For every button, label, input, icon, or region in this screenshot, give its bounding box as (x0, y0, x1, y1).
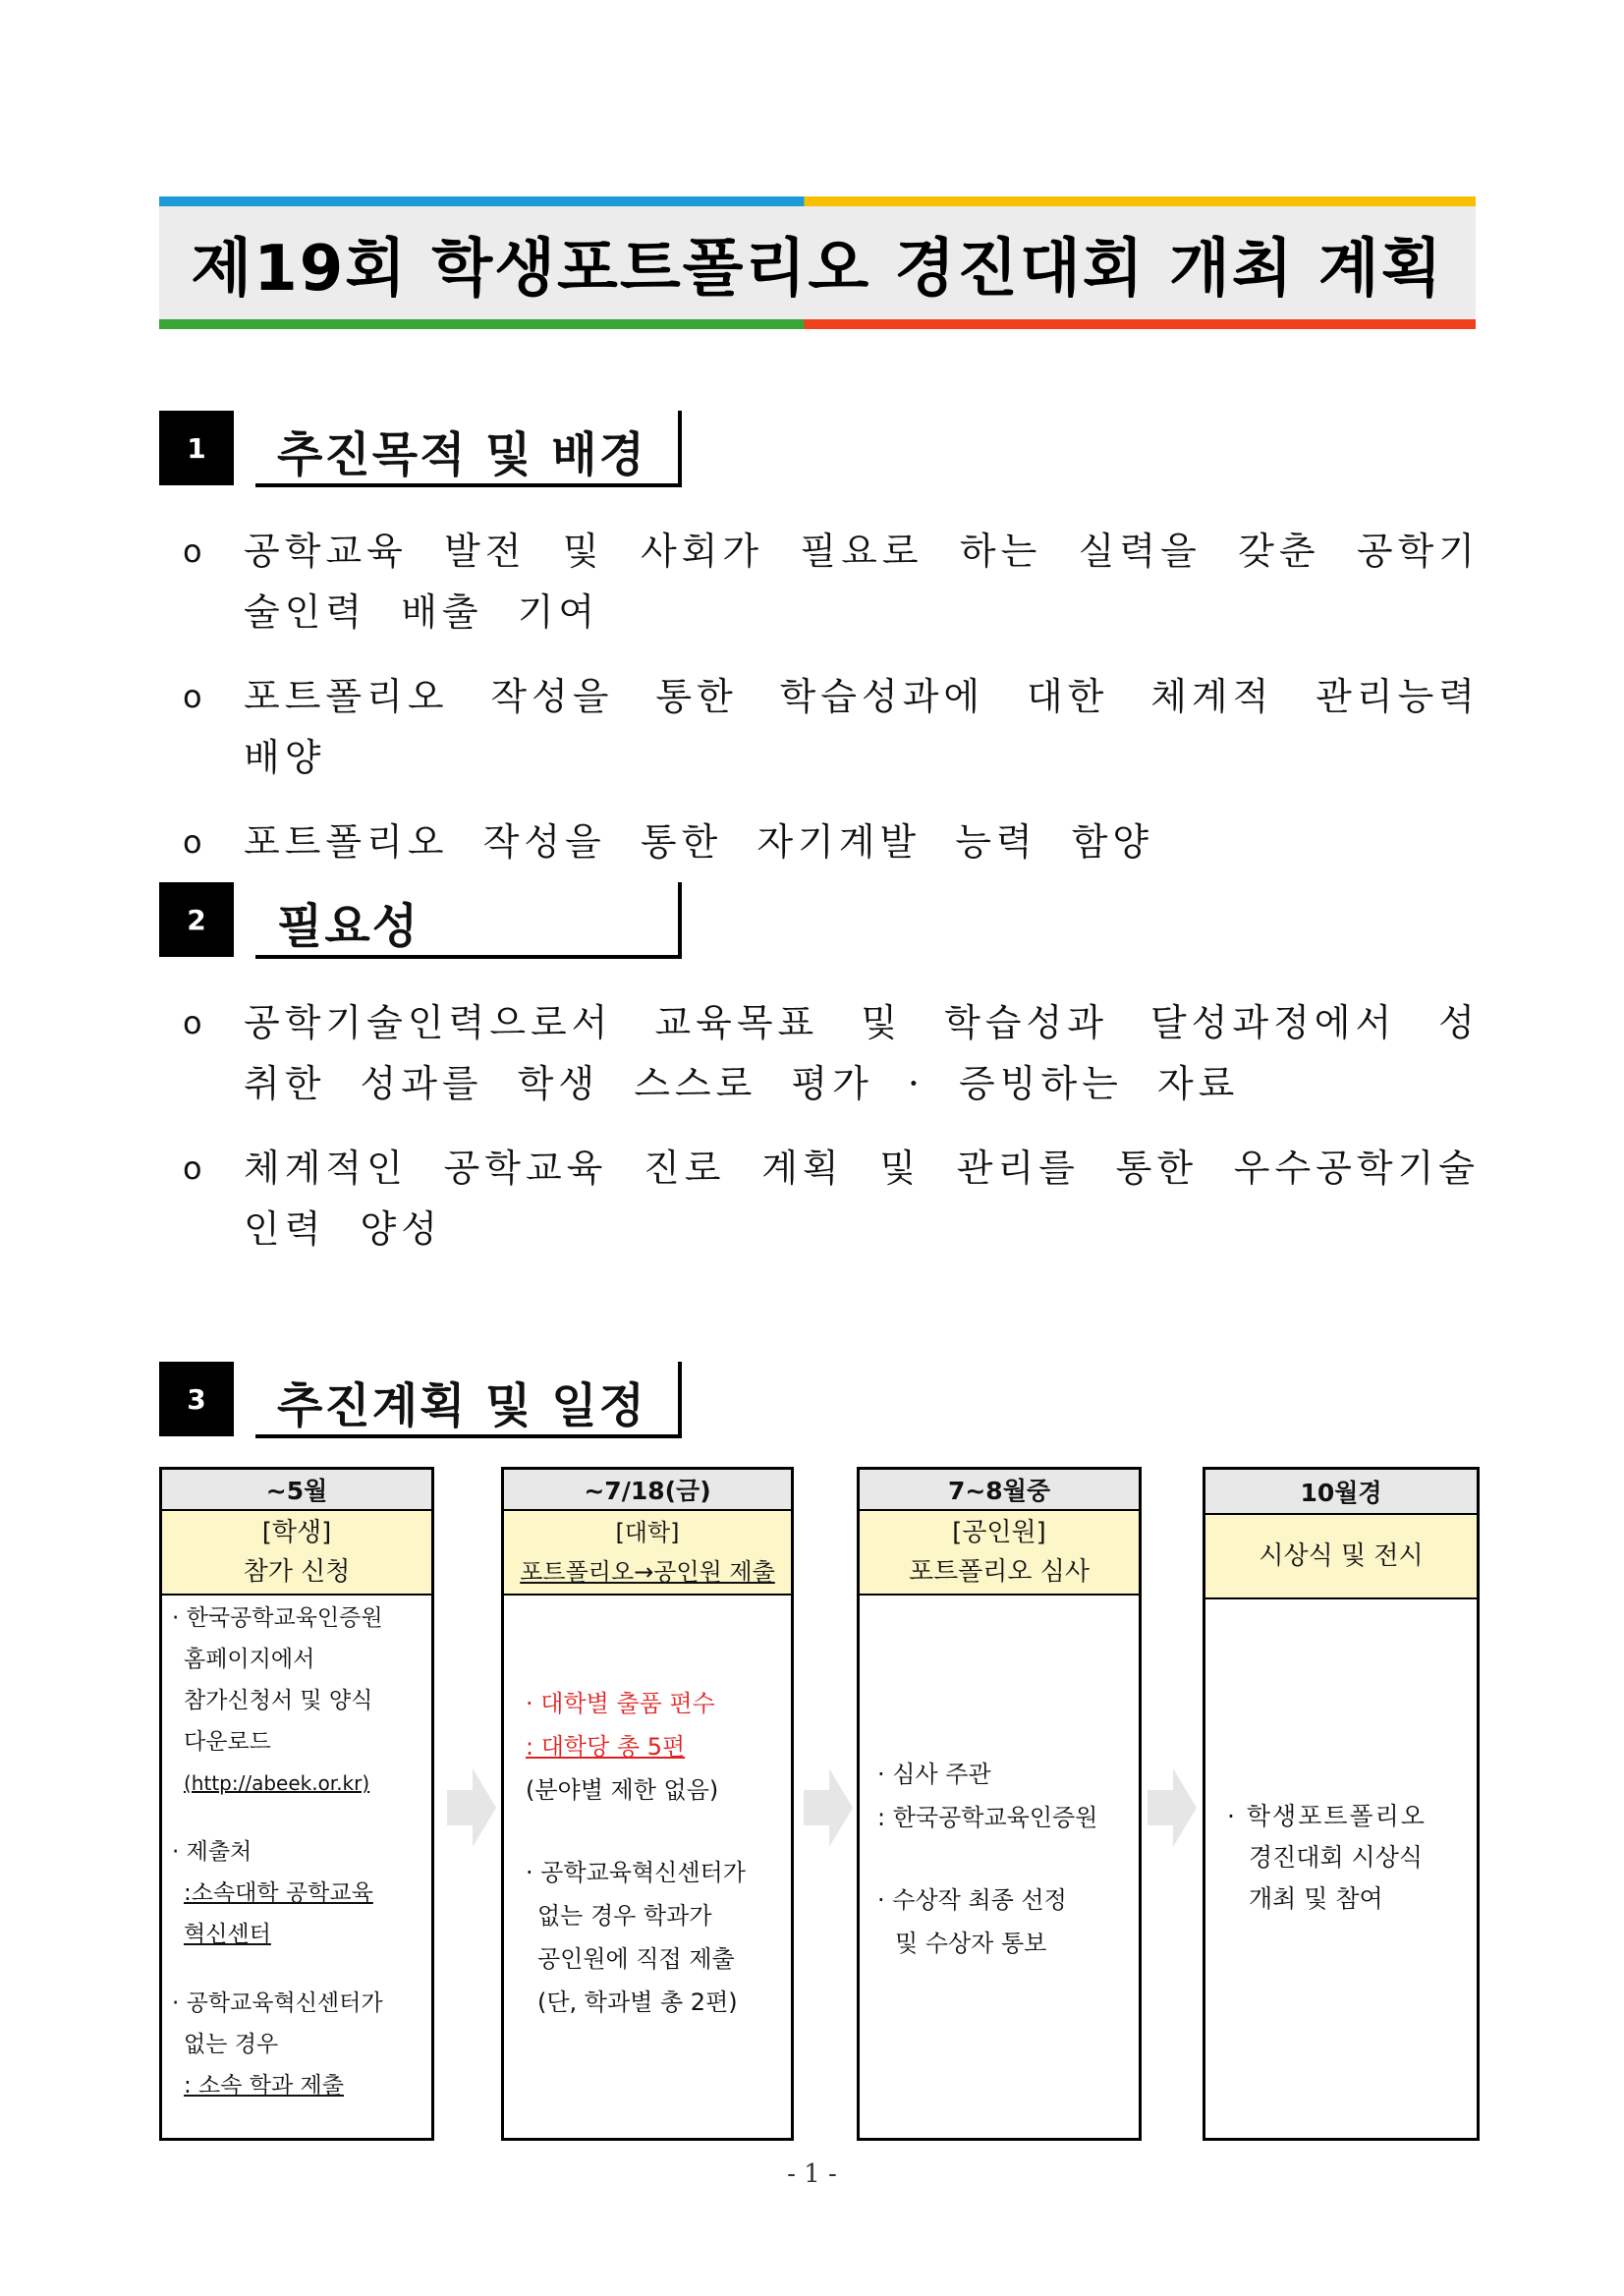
bullet-text: 공학교육 발전 및 사회가 필요로 하는 실력을 갖춘 공학기술인력 배출 기여 (244, 530, 1480, 634)
section-heading: 추진목적 및 배경 (277, 427, 646, 482)
bullet-text: 포트폴리오 작성을 통한 학습성과에 대한 체계적 관리능력 배양 (244, 675, 1480, 779)
document-title: 제19회 학생포트폴리오 경진대회 개최 계획 (191, 232, 1444, 306)
schedule-stage (504, 1511, 791, 1596)
section-heading-box (255, 882, 682, 959)
schedule-body (162, 1596, 431, 2106)
item-line: 혁신센터 (184, 1922, 271, 1947)
stage-line: 포트폴리오 심사 (908, 1557, 1091, 1587)
bullet-item (183, 812, 1480, 872)
section-number: 1 (159, 411, 234, 485)
right-arrow-icon (804, 1768, 853, 1847)
schedule-period: 10월경 (1205, 1470, 1477, 1515)
item-line: · 공학교육혁신센터가 (526, 1859, 746, 1886)
section-heading-box (255, 1362, 682, 1438)
item-line: :소속대학 공학교육 (184, 1880, 373, 1906)
stage-line: 포트폴리오→공인원 제출 (520, 1558, 775, 1586)
item-line: (단, 학과별 총 2편) (537, 1988, 738, 2016)
schedule-box-1 (159, 1467, 434, 2141)
schedule-body (860, 1596, 1139, 1965)
schedule-item (877, 1878, 1131, 1965)
bullet-text: 포트폴리오 작성을 통한 자기계발 능력 함양 (244, 820, 1154, 864)
schedule-stage (860, 1511, 1139, 1596)
schedule-item (172, 1983, 423, 2106)
bullet-text: 공학기술인력으로서 교육목표 및 학습성과 달성과정에서 성취한 성과를 학생 스스로 평가 · 증빙하는 자료 (244, 1001, 1480, 1105)
section-number: 2 (159, 882, 234, 957)
stage-line: [대학] (615, 1519, 680, 1546)
schedule-period: ~7/18(금) (504, 1470, 791, 1511)
item-line: (분야별 제한 없음) (526, 1776, 719, 1804)
item-line: 및 수상자 통보 (895, 1930, 1047, 1957)
schedule-item (877, 1753, 1131, 1839)
section-2-bullets (183, 992, 1480, 1283)
item-line: 다운로드 (184, 1729, 271, 1755)
schedule-body (504, 1596, 791, 2024)
stage-line: [학생] (261, 1518, 332, 1547)
item-line: 개최 및 참여 (1249, 1884, 1383, 1913)
bullet-mark: o (183, 678, 202, 715)
bullet-item (183, 1138, 1480, 1260)
schedule-stage (1205, 1515, 1477, 1599)
title-top-color-bar (159, 196, 1476, 206)
section-heading: 추진계획 및 일정 (277, 1378, 646, 1433)
schedule-body (1205, 1599, 1477, 1920)
section-number: 3 (159, 1362, 234, 1436)
item-line: · 공학교육혁신센터가 (172, 1990, 383, 2016)
item-line: 없는 경우 학과가 (537, 1902, 712, 1930)
page-number: - 1 - (787, 2159, 837, 2189)
item-line: · 학생포트폴리오 (1227, 1802, 1427, 1830)
bullet-mark: o (183, 1149, 202, 1187)
section-heading-box (255, 411, 682, 487)
item-line: 공인원에 직접 제출 (537, 1945, 735, 1973)
item-line: 경진대회 시상식 (1249, 1843, 1423, 1872)
item-line: · 제출처 (172, 1839, 252, 1865)
section-1-bullets (183, 521, 1480, 896)
schedule-box-2 (501, 1467, 794, 2141)
schedule-item (526, 1851, 781, 2024)
schedule-item (172, 1597, 423, 1804)
item-line: 참가신청서 및 양식 (184, 1688, 373, 1713)
bullet-mark: o (183, 532, 202, 570)
right-arrow-icon (447, 1768, 496, 1847)
stage-line: [공인원] (952, 1518, 1046, 1547)
bullet-item (183, 521, 1480, 643)
item-line: · 대학별 출품 편수 (526, 1690, 715, 1717)
bullet-item (183, 666, 1480, 788)
schedule-item (172, 1831, 423, 1955)
bullet-item (183, 992, 1480, 1114)
schedule-box-3 (857, 1467, 1142, 2141)
bullet-mark: o (183, 1004, 202, 1041)
document-title-banner (159, 196, 1476, 329)
right-arrow-icon (1148, 1768, 1197, 1847)
schedule-stage (162, 1511, 431, 1596)
title-bottom-color-bar (159, 319, 1476, 329)
schedule-item (526, 1682, 781, 1812)
abeek-url: (http://abeek.or.kr) (184, 1771, 370, 1795)
stage-line: 시상식 및 전시 (1259, 1541, 1424, 1571)
schedule-box-4 (1203, 1467, 1480, 2141)
item-line: · 수상작 최종 선정 (877, 1886, 1067, 1914)
schedule-period: 7~8월중 (860, 1470, 1139, 1511)
item-line: : 대학당 총 5편 (526, 1733, 686, 1761)
bullet-text: 체계적인 공학교육 진로 계획 및 관리를 통한 우수공학기술인력 양성 (244, 1147, 1480, 1251)
section-heading: 필요성 (277, 899, 420, 954)
item-line: · 심사 주관 (877, 1761, 991, 1788)
item-line: : 소속 학과 제출 (184, 2073, 344, 2099)
item-line: : 한국공학교육인증원 (877, 1804, 1098, 1831)
item-line: · 한국공학교육인증원 (172, 1605, 383, 1631)
bullet-mark: o (183, 823, 202, 861)
schedule-item (1227, 1796, 1467, 1920)
item-line: 홈페이지에서 (184, 1647, 315, 1672)
item-line: 없는 경우 (184, 2032, 279, 2057)
schedule-period: ~5월 (162, 1470, 431, 1511)
stage-line: 참가 신청 (243, 1557, 351, 1587)
